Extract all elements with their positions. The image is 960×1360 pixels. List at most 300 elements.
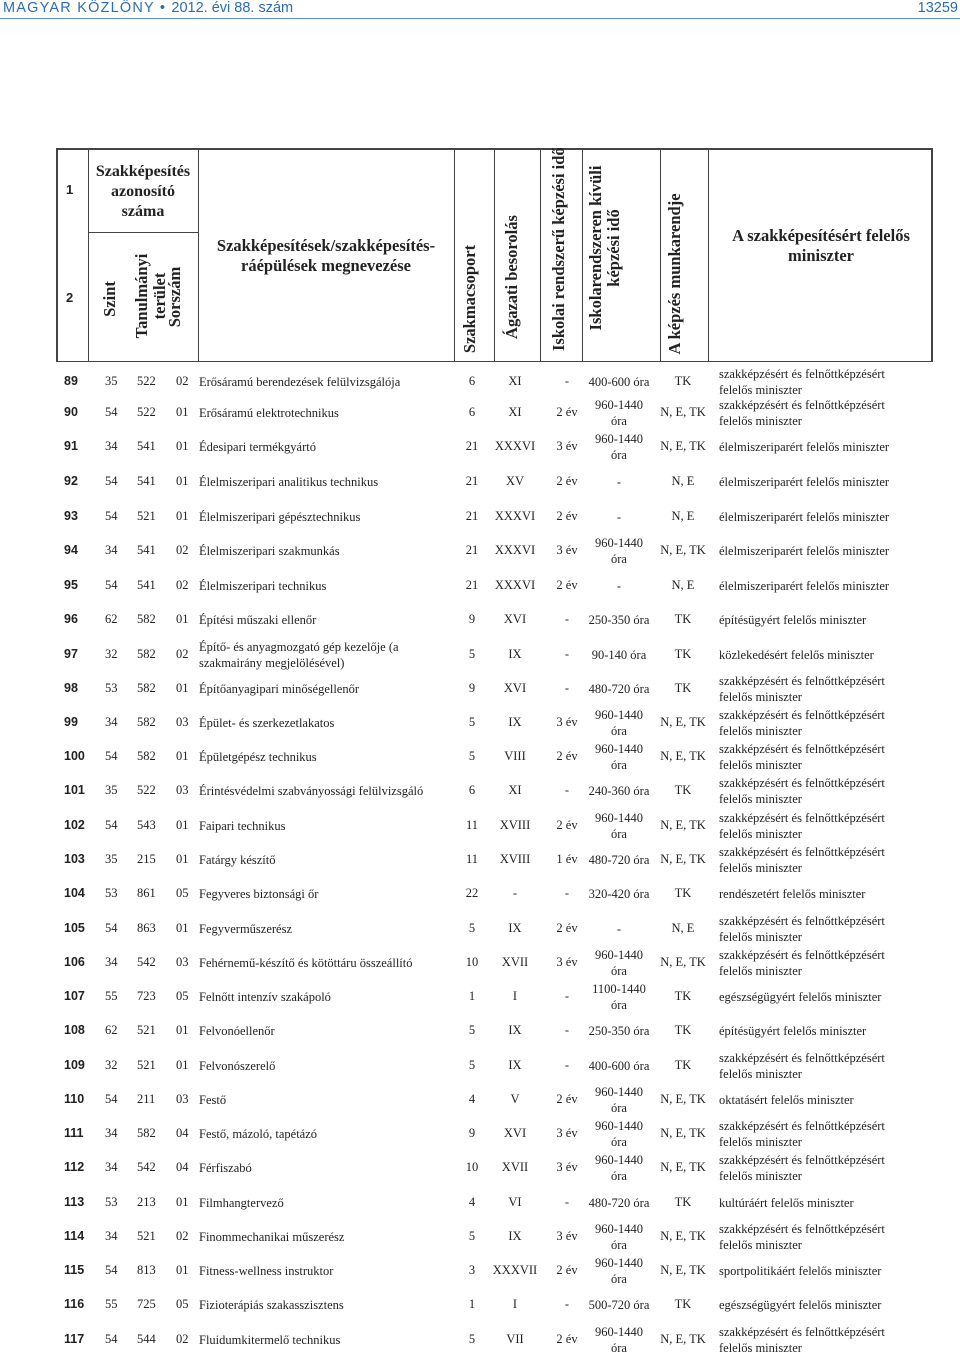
cell-kivuli-ido: óra [611, 1340, 627, 1355]
cell-iskolai-ido: - [564, 374, 570, 388]
cell-megnevezes: Erősáramú elektrotechnikus [199, 405, 339, 420]
cell-iskolai-ido: 2 év [556, 405, 578, 419]
cell-miniszter: élelmiszeriparért felelős miniszter [719, 509, 890, 524]
cell-munkarend: TK [674, 612, 692, 626]
row-number: 106 [64, 955, 85, 969]
cell-megnevezes: Faipari technikus [199, 818, 286, 833]
cell-agazat: XXXVI [494, 509, 536, 523]
cell-miniszter: szakképzésért és felnőttképzésért [719, 1222, 885, 1236]
cell-sorszam: 02 [176, 647, 189, 661]
cell-sorszam: 02 [176, 1332, 189, 1346]
cell-kivuli-ido: óra [611, 757, 627, 772]
cell-szint: 62 [105, 1023, 118, 1037]
cell-sorszam: 03 [176, 783, 189, 797]
header-divider [198, 148, 199, 362]
cell-kivuli-ido: 400-600 óra [588, 374, 650, 389]
cell-agazat: XVII [501, 1160, 529, 1174]
cell-agazat: XI [508, 374, 522, 388]
cell-miniszter: felelős miniszter [719, 723, 802, 738]
cell-megnevezes: Finommechanikai műszerész [199, 1229, 345, 1244]
cell-szakmacsoport: 5 [468, 1229, 476, 1243]
row-number: 107 [64, 989, 85, 1003]
cell-kivuli-ido: óra [611, 447, 627, 462]
cell-szint: 53 [105, 681, 118, 695]
cell-szakmacsoport: 1 [468, 989, 476, 1003]
header-divider [88, 148, 89, 362]
cell-kivuli-ido: óra [611, 1168, 627, 1183]
cell-tanulmanyi-terulet: 544 [137, 1332, 156, 1346]
row-number: 114 [64, 1229, 85, 1243]
cell-munkarend: TK [674, 681, 692, 695]
header-kivuli-ido: Iskolarendszeren kívüli képzési idő [586, 165, 623, 331]
cell-kivuli-ido: 90-140 óra [591, 647, 647, 662]
cell-sorszam: 05 [176, 1297, 189, 1311]
cell-megnevezes: Erősáramú berendezések felülvizsgálója [199, 374, 401, 389]
cell-munkarend: N, E [671, 509, 695, 523]
cell-kivuli-ido: 240-360 óra [588, 783, 650, 798]
page-header [0, 0, 960, 20]
cell-szint: 54 [105, 578, 118, 592]
header-rule [0, 18, 960, 19]
cell-agazat: IX [508, 1229, 522, 1243]
cell-tanulmanyi-terulet: 521 [137, 1058, 156, 1072]
cell-miniszter: felelős miniszter [719, 791, 802, 806]
header-sorszam: Sorszám [165, 266, 184, 328]
cell-iskolai-ido: - [564, 647, 570, 661]
row-number: 97 [64, 647, 78, 661]
cell-tanulmanyi-terulet: 541 [137, 543, 156, 557]
header-azonosito: Szakképesítés azonosító száma [95, 163, 191, 220]
cell-munkarend: TK [674, 647, 692, 661]
cell-megnevezes: Fatárgy készítő [199, 852, 276, 867]
cell-iskolai-ido: 2 év [556, 749, 578, 763]
cell-munkarend: N, E [671, 921, 695, 935]
cell-kivuli-ido: 480-720 óra [588, 1195, 650, 1210]
cell-szakmacsoport: 10 [465, 955, 479, 969]
cell-tanulmanyi-terulet: 521 [137, 1023, 156, 1037]
cell-sorszam: 03 [176, 715, 189, 729]
cell-kivuli-ido: 960-1440 [595, 811, 643, 825]
cell-iskolai-ido: 2 év [556, 1332, 578, 1346]
cell-miniszter: felelős miniszter [719, 1134, 802, 1149]
cell-tanulmanyi-terulet: 213 [137, 1195, 156, 1209]
cell-megnevezes: Festő [199, 1092, 227, 1107]
row-number: 113 [64, 1195, 85, 1209]
row-number: 116 [64, 1297, 85, 1311]
cell-munkarend: N, E, TK [660, 749, 706, 763]
cell-miniszter: egészségügyért felelős miniszter [719, 1297, 882, 1312]
cell-agazat: XVII [501, 955, 529, 969]
cell-kivuli-ido: 960-1440 [595, 536, 643, 550]
row-number: 104 [64, 886, 85, 900]
cell-agazat: XVI [503, 1126, 527, 1140]
cell-megnevezes: Fitness-wellness instruktor [199, 1263, 334, 1278]
cell-iskolai-ido: 3 év [556, 1229, 578, 1243]
cell-agazat: VII [506, 1332, 524, 1346]
cell-tanulmanyi-terulet: 541 [137, 474, 156, 488]
cell-miniszter: szakképzésért és felnőttképzésért [719, 1153, 885, 1167]
header-szint: Szint [100, 281, 119, 317]
cell-munkarend: N, E, TK [660, 543, 706, 557]
cell-tanulmanyi-terulet: 522 [137, 783, 156, 797]
cell-kivuli-ido: - [616, 509, 622, 524]
cell-iskolai-ido: 2 év [556, 818, 578, 832]
header-divider [494, 148, 495, 362]
cell-munkarend: N, E, TK [660, 818, 706, 832]
cell-munkarend: TK [674, 1195, 692, 1209]
cell-iskolai-ido: - [564, 886, 570, 900]
header-iskolai-ido: Iskolai rendszerű képzési idő [549, 147, 568, 351]
cell-megnevezes: Fehérnemű-készítő és kötöttáru összeállító [199, 955, 413, 970]
cell-tanulmanyi-terulet: 582 [137, 612, 156, 626]
cell-szint: 35 [105, 783, 118, 797]
cell-munkarend: TK [674, 989, 692, 1003]
cell-sorszam: 01 [176, 681, 189, 695]
cell-agazat: XV [505, 474, 525, 488]
row-number: 94 [64, 543, 78, 557]
cell-agazat: IX [508, 647, 522, 661]
cell-megnevezes: Filmhangtervező [199, 1195, 284, 1210]
cell-szakmacsoport: 6 [468, 405, 476, 419]
header-divider [708, 148, 709, 362]
cell-megnevezes: szakmairány megjelölésével) [199, 655, 345, 670]
cell-agazat: IX [508, 1058, 522, 1072]
cell-szint: 34 [105, 715, 118, 729]
cell-szakmacsoport: 9 [468, 612, 476, 626]
cell-kivuli-ido: óra [611, 551, 627, 566]
cell-agazat: IX [508, 1023, 522, 1037]
cell-szakmacsoport: 5 [468, 1332, 476, 1346]
cell-miniszter: felelős miniszter [719, 413, 802, 428]
cell-iskolai-ido: 3 év [556, 715, 578, 729]
cell-agazat: VIII [504, 749, 526, 763]
cell-sorszam: 02 [176, 578, 189, 592]
cell-sorszam: 01 [176, 1195, 189, 1209]
cell-iskolai-ido: 3 év [556, 1126, 578, 1140]
cell-szakmacsoport: 10 [465, 1160, 479, 1174]
row-number: 115 [64, 1263, 85, 1277]
cell-megnevezes: Élelmiszeripari analitikus technikus [199, 474, 379, 489]
cell-kivuli-ido: 400-600 óra [588, 1058, 650, 1073]
cell-agazat: V [510, 1092, 520, 1106]
cell-agazat: XI [508, 783, 522, 797]
cell-agazat: XXXVI [494, 543, 536, 557]
cell-kivuli-ido: óra [611, 1237, 627, 1252]
cell-sorszam: 01 [176, 405, 189, 419]
cell-iskolai-ido: 3 év [556, 543, 578, 557]
cell-agazat: XVIII [499, 818, 531, 832]
cell-miniszter: felelős miniszter [719, 382, 802, 397]
cell-kivuli-ido: 250-350 óra [588, 1023, 650, 1038]
cell-szakmacsoport: 5 [468, 715, 476, 729]
cell-tanulmanyi-terulet: 725 [137, 1297, 156, 1311]
cell-szint: 34 [105, 543, 118, 557]
cell-iskolai-ido: - [564, 1058, 570, 1072]
cell-megnevezes: Épület- és szerkezetlakatos [199, 715, 335, 730]
cell-megnevezes: Épületgépész technikus [199, 749, 317, 764]
cell-tanulmanyi-terulet: 542 [137, 1160, 156, 1174]
cell-iskolai-ido: - [564, 681, 570, 695]
cell-kivuli-ido: 960-1440 [595, 432, 643, 446]
cell-miniszter: felelős miniszter [719, 860, 802, 875]
row-number: 100 [64, 749, 85, 763]
cell-iskolai-ido: - [564, 783, 570, 797]
cell-szakmacsoport: 6 [468, 783, 476, 797]
cell-miniszter: felelős miniszter [719, 689, 802, 704]
cell-szakmacsoport: 9 [468, 1126, 476, 1140]
cell-sorszam: 01 [176, 612, 189, 626]
cell-szint: 35 [105, 852, 118, 866]
cell-miniszter: felelős miniszter [719, 826, 802, 841]
cell-agazat: XXXVI [494, 578, 536, 592]
cell-megnevezes: Fizioterápiás szakasszisztens [199, 1297, 344, 1312]
cell-kivuli-ido: 480-720 óra [588, 852, 650, 867]
cell-kivuli-ido: 250-350 óra [588, 612, 650, 627]
cell-munkarend: N, E [671, 578, 695, 592]
cell-tanulmanyi-terulet: 541 [137, 439, 156, 453]
cell-miniszter: építésügyért felelős miniszter [719, 1023, 867, 1038]
cell-miniszter: szakképzésért és felnőttképzésért [719, 367, 885, 381]
cell-kivuli-ido: 960-1440 [595, 1325, 643, 1339]
cell-agazat: XXXVI [494, 439, 536, 453]
cell-iskolai-ido: - [564, 989, 570, 1003]
cell-sorszam: 01 [176, 1058, 189, 1072]
cell-agazat: XVI [503, 612, 527, 626]
cell-sorszam: 01 [176, 852, 189, 866]
cell-szint: 54 [105, 749, 118, 763]
cell-szint: 35 [105, 374, 118, 388]
cell-agazat: I [512, 1297, 518, 1311]
cell-szint: 34 [105, 1126, 118, 1140]
row-number: 90 [64, 405, 78, 419]
cell-tanulmanyi-terulet: 541 [137, 578, 156, 592]
cell-szakmacsoport: 5 [468, 921, 476, 935]
cell-szakmacsoport: 11 [465, 818, 479, 832]
cell-munkarend: N, E [671, 474, 695, 488]
cell-megnevezes: Élelmiszeripari gépésztechnikus [199, 509, 361, 524]
cell-tanulmanyi-terulet: 542 [137, 955, 156, 969]
row-number: 98 [64, 681, 78, 695]
header-agazati-besorolas: Ágazati besorolás [502, 215, 521, 339]
header-divider [454, 148, 455, 362]
cell-tanulmanyi-terulet: 582 [137, 715, 156, 729]
cell-szakmacsoport: 21 [465, 578, 479, 592]
cell-agazat: XXXVII [492, 1263, 538, 1277]
cell-kivuli-ido: 480-720 óra [588, 681, 650, 696]
cell-szint: 34 [105, 1160, 118, 1174]
row-number: 111 [64, 1126, 84, 1140]
cell-munkarend: N, E, TK [660, 1126, 706, 1140]
cell-miniszter: szakképzésért és felnőttképzésért [719, 1051, 885, 1065]
cell-kivuli-ido: 1100-1440 [592, 982, 646, 996]
cell-miniszter: építésügyért felelős miniszter [719, 612, 867, 627]
cell-megnevezes: Élelmiszeripari technikus [199, 578, 327, 593]
cell-kivuli-ido: óra [611, 826, 627, 841]
page-number: 13259 [917, 0, 958, 16]
cell-kivuli-ido: 960-1440 [595, 1085, 643, 1099]
header-szakmacsoport: Szakmacsoport [460, 244, 479, 354]
cell-szint: 53 [105, 1195, 118, 1209]
cell-iskolai-ido: 3 év [556, 1160, 578, 1174]
cell-kivuli-ido: 500-720 óra [588, 1297, 650, 1312]
cell-tanulmanyi-terulet: 521 [137, 509, 156, 523]
cell-megnevezes: Édesipari termékgyártó [199, 439, 316, 454]
cell-agazat: - [512, 886, 518, 900]
cell-miniszter: élelmiszeriparért felelős miniszter [719, 474, 890, 489]
cell-miniszter: felelős miniszter [719, 1237, 802, 1252]
cell-tanulmanyi-terulet: 522 [137, 405, 156, 419]
cell-miniszter: élelmiszeriparért felelős miniszter [719, 439, 890, 454]
cell-miniszter: szakképzésért és felnőttképzésért [719, 776, 885, 790]
cell-munkarend: TK [674, 1058, 692, 1072]
cell-tanulmanyi-terulet: 863 [137, 921, 156, 935]
cell-miniszter: szakképzésért és felnőttképzésért [719, 811, 885, 825]
header-megnevezes: Szakképesítések/szakképesítés-ráépülések megnevezése [216, 236, 436, 275]
row-number: 92 [64, 474, 78, 488]
cell-sorszam: 01 [176, 509, 189, 523]
journal-name: MAGYAR KÖZLÖNY [3, 0, 155, 16]
cell-tanulmanyi-terulet: 522 [137, 374, 156, 388]
row-number: 89 [64, 374, 78, 388]
cell-szakmacsoport: 11 [465, 852, 479, 866]
cell-szint: 32 [105, 647, 118, 661]
cell-szakmacsoport: 4 [468, 1195, 476, 1209]
cell-kivuli-ido: óra [611, 963, 627, 978]
cell-szint: 53 [105, 886, 118, 900]
cell-iskolai-ido: - [564, 1023, 570, 1037]
cell-sorszam: 01 [176, 1023, 189, 1037]
cell-kivuli-ido: 960-1440 [595, 742, 643, 756]
cell-agazat: XVIII [499, 852, 531, 866]
cell-szakmacsoport: 5 [468, 749, 476, 763]
cell-sorszam: 01 [176, 439, 189, 453]
cell-megnevezes: Építőanyagipari minőségellenőr [199, 681, 360, 696]
cell-tanulmanyi-terulet: 543 [137, 818, 156, 832]
row-number: 95 [64, 578, 78, 592]
cell-miniszter: oktatásért felelős miniszter [719, 1092, 854, 1107]
cell-miniszter: felelős miniszter [719, 1066, 802, 1081]
row-number: 109 [64, 1058, 85, 1072]
cell-szint: 54 [105, 818, 118, 832]
cell-munkarend: N, E, TK [660, 715, 706, 729]
row-number: 108 [64, 1023, 85, 1037]
cell-szakmacsoport: 3 [468, 1263, 476, 1277]
cell-miniszter: közlekedésért felelős miniszter [719, 647, 874, 662]
row-number: 96 [64, 612, 78, 626]
cell-szint: 62 [105, 612, 118, 626]
cell-kivuli-ido: 320-420 óra [588, 886, 650, 901]
cell-sorszam: 01 [176, 1263, 189, 1277]
cell-sorszam: 02 [176, 374, 189, 388]
cell-szakmacsoport: 5 [468, 647, 476, 661]
journal-title [3, 0, 293, 16]
row-number: 93 [64, 509, 78, 523]
header-divider [660, 148, 661, 362]
cell-munkarend: N, E, TK [660, 1092, 706, 1106]
cell-miniszter: sportpolitikáért felelős miniszter [719, 1263, 882, 1278]
cell-sorszam: 04 [176, 1160, 189, 1174]
cell-miniszter: élelmiszeriparért felelős miniszter [719, 578, 890, 593]
cell-szint: 32 [105, 1058, 118, 1072]
cell-agazat: XI [508, 405, 522, 419]
cell-kivuli-ido: - [616, 474, 622, 489]
cell-tanulmanyi-terulet: 861 [137, 886, 156, 900]
cell-szint: 34 [105, 1229, 118, 1243]
cell-iskolai-ido: 2 év [556, 474, 578, 488]
header-row-number-2: 2 [66, 290, 74, 305]
cell-kivuli-ido: 960-1440 [595, 1222, 643, 1236]
cell-sorszam: 05 [176, 886, 189, 900]
cell-miniszter: élelmiszeriparért felelős miniszter [719, 543, 890, 558]
cell-megnevezes: Felnőtt intenzív szakápoló [199, 989, 331, 1004]
cell-iskolai-ido: 2 év [556, 1263, 578, 1277]
cell-miniszter: szakképzésért és felnőttképzésért [719, 708, 885, 722]
cell-iskolai-ido: 2 év [556, 509, 578, 523]
header-tanulmanyi-terulet: Tanulmányi terület [132, 253, 169, 339]
header-row-number-1: 1 [66, 182, 74, 197]
row-number: 103 [64, 852, 85, 866]
row-number: 110 [64, 1092, 85, 1106]
cell-munkarend: N, E, TK [660, 405, 706, 419]
cell-szint: 34 [105, 955, 118, 969]
cell-megnevezes: Festő, mázoló, tapétázó [199, 1126, 318, 1141]
cell-megnevezes: Érintésvédelmi szabványossági felülvizsgáló [199, 783, 424, 798]
header-miniszter: A szakképesítésért felelős miniszter [732, 226, 910, 265]
cell-megnevezes: Férfiszabó [199, 1160, 252, 1175]
cell-miniszter: szakképzésért és felnőttképzésért [719, 1325, 885, 1339]
cell-szakmacsoport: 21 [465, 543, 479, 557]
cell-iskolai-ido: 2 év [556, 1092, 578, 1106]
cell-kivuli-ido: óra [611, 723, 627, 738]
cell-munkarend: N, E, TK [660, 1229, 706, 1243]
cell-munkarend: N, E, TK [660, 955, 706, 969]
cell-szakmacsoport: 1 [468, 1297, 476, 1311]
cell-tanulmanyi-terulet: 582 [137, 647, 156, 661]
cell-iskolai-ido: - [564, 612, 570, 626]
cell-miniszter: rendészetért felelős miniszter [719, 886, 866, 901]
cell-sorszam: 01 [176, 818, 189, 832]
cell-kivuli-ido: 960-1440 [595, 398, 643, 412]
issue-label: 2012. évi 88. szám [171, 0, 294, 16]
header-munkarend: A képzés munkarendje [665, 193, 684, 355]
header-divider [88, 232, 198, 233]
cell-miniszter: szakképzésért és felnőttképzésért [719, 914, 885, 928]
cell-kivuli-ido: 960-1440 [595, 948, 643, 962]
cell-szint: 54 [105, 509, 118, 523]
cell-munkarend: TK [674, 1023, 692, 1037]
cell-kivuli-ido: óra [611, 1271, 627, 1286]
cell-munkarend: N, E, TK [660, 1332, 706, 1346]
cell-szint: 54 [105, 405, 118, 419]
cell-sorszam: 01 [176, 749, 189, 763]
cell-tanulmanyi-terulet: 582 [137, 749, 156, 763]
cell-agazat: IX [508, 921, 522, 935]
row-number: 91 [64, 439, 78, 453]
cell-munkarend: N, E, TK [660, 852, 706, 866]
cell-szint: 54 [105, 474, 118, 488]
cell-szakmacsoport: 4 [468, 1092, 476, 1106]
cell-munkarend: N, E, TK [660, 1160, 706, 1174]
bullet-separator: • [159, 0, 167, 16]
cell-miniszter: felelős miniszter [719, 963, 802, 978]
cell-iskolai-ido: 1 év [556, 852, 578, 866]
cell-megnevezes: Építési műszaki ellenőr [199, 612, 317, 627]
cell-miniszter: egészségügyért felelős miniszter [719, 989, 882, 1004]
cell-szint: 54 [105, 1263, 118, 1277]
cell-sorszam: 03 [176, 1092, 189, 1106]
cell-szint: 55 [105, 1297, 118, 1311]
cell-munkarend: TK [674, 1297, 692, 1311]
